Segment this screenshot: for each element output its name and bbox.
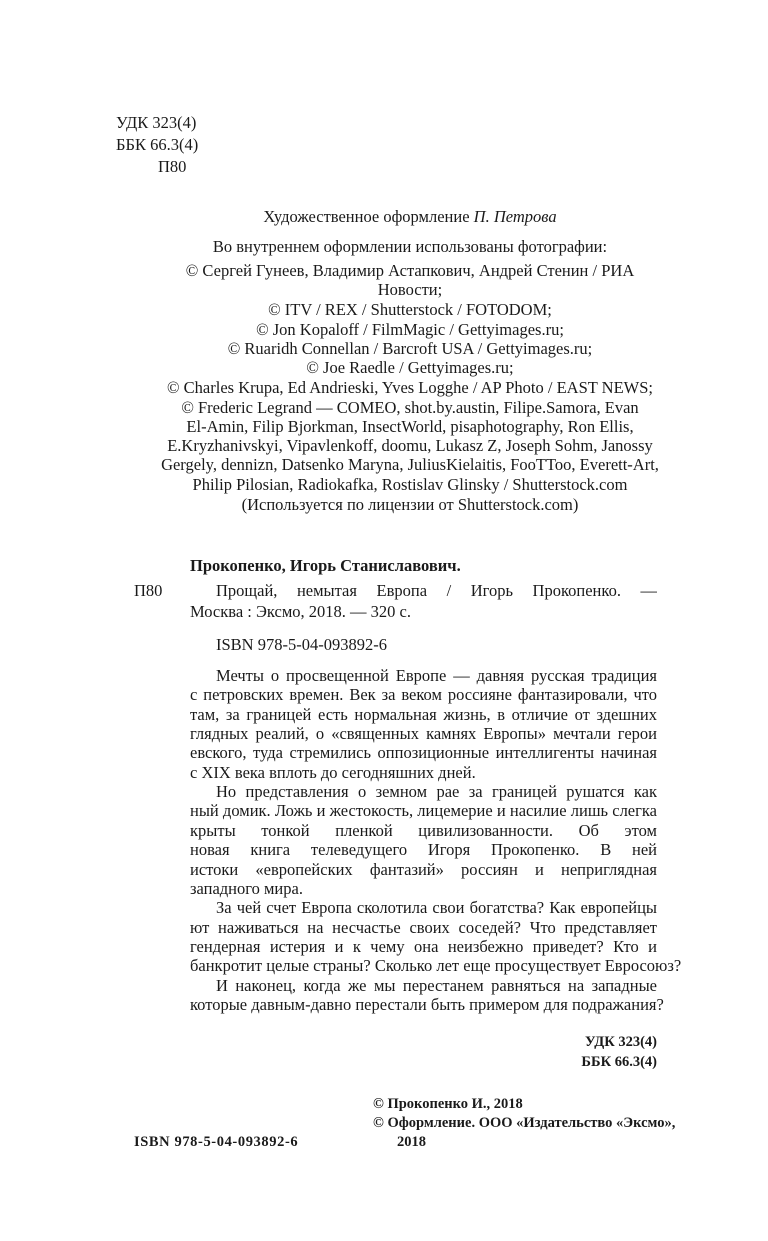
annotation-line: банкротит целые страны? Сколько лет еще просуществует Евросоюз? [190,956,682,976]
catalog-isbn: ISBN 978-5-04-093892-6 [216,635,387,654]
annotation-line: истоки «европейских фантазий» россиян и неприглядная [190,859,657,879]
catalog-title: Прощай, немытая Европа / Игорь Прокопенко. — [216,581,657,600]
annotation-line: западного мира. [190,878,303,898]
catalog-imprint: Москва : Эксмо, 2018. — 320 с. [190,602,411,621]
photo-credit-line: (Используется по лицензии от Shutterstock.com) [241,495,579,514]
annotation-line: там, за границей есть нормальная жизнь, в отличие от здешних [190,704,657,724]
photo-credit-line: Gergely, dennizn, Datsenko Maryna, JuliusKielaitis, FooTToo, Everett-Art, [161,455,659,474]
annotation-line: ный домик. Ложь и жестокость, лицемерие и насилие лишь слегка [190,801,657,821]
photo-credit-line: © Joe Raedle / Gettyimages.ru; [306,358,514,377]
photo-credit-line: © Frederic Legrand — COMEO, shot.by.austin, Filipe.Samora, Evan [181,398,639,417]
design-credit [150,207,670,227]
photo-credit-line: © ITV / REX / Shutterstock / FOTODOM; [268,300,552,319]
annotation-line: ют наживаться на несчастье своих соседей? Что представляет [190,917,657,937]
annotation-line: Мечты о просвещенной Европе — давняя русская традиция [216,666,657,685]
photo-credit-line: El-Amin, Filip Bjorkman, InsectWorld, pisaphotography, Ron Ellis, [186,417,634,436]
annotation-line: новая книга телеведущего Игоря Прокопенко. В ней [190,840,657,860]
annotation-line: крыты тонкой пленкой цивилизованности. Об этом [190,820,657,840]
footer-udk: УДК 323(4) [585,1034,657,1050]
annotation-line: с XIX века вплоть до сегодняшних дней. [190,762,476,782]
udk-code: УДК 323(4) [116,113,197,132]
annotation-line: Но представления о земном рае за границей рушатся как [216,782,657,802]
photo-credit-line: © Ruaridh Connellan / Barcroft USA / Gettyimages.ru; [227,339,593,358]
photo-credit-line: Philip Pilosian, Radiokafka, Rostislav Glinsky / Shutterstock.com [192,475,628,494]
annotation-line: евского, туда стремились оппозиционные интеллигенты начиная [190,743,657,763]
footer-bbk: ББК 66.3(4) [581,1054,657,1070]
annotation-line: которые давным-давно перестали быть примером для подражания? [190,994,664,1014]
annotation-line: И наконец, когда же мы перестанем равняться на западные [216,975,657,995]
annotation-line: глядных реалий, о «священных камнях Европы» мечтали герои [190,724,657,744]
copyright-design: © Оформление. ООО «Издательство «Эксмо», [373,1115,676,1131]
annotation-line: гендерная истерия и к чему она неизбежно приведет? Кто и [190,936,657,956]
design-credit-name: П. Петрова [473,207,557,226]
photo-credit-line: © Jon Kopaloff / FilmMagic / Gettyimages.ru; [256,320,564,339]
copyright-author: © Прокопенко И., 2018 [373,1096,523,1112]
bbk-code: ББК 66.3(4) [116,135,199,154]
photo-credit-line: © Сергей Гунеев, Владимир Астапкович, Андрей Стенин / РИА [185,261,635,280]
author-mark: П80 [158,157,187,176]
annotation-line: с петровских времен. Век за веком россияне фантазировали, что [190,685,657,705]
design-credit-label: Художественное оформление [263,207,470,226]
catalog-author: Прокопенко, Игорь Станиславович. [190,556,461,575]
catalog-mark: П80 [134,581,163,600]
copyright-year: 2018 [397,1134,426,1150]
photo-credit-line: Новости; [377,280,443,299]
photo-credit-line: E.Kryzhanivskyi, Vipavlenkoff, doomu, Lukasz Z, Joseph Sohm, Janossy [167,436,653,455]
annotation-line: За чей счет Европа сколотила свои богатства? Как европейцы [216,898,657,918]
footer-isbn: ISBN 978-5-04-093892-6 [134,1134,299,1150]
photo-credit-line: © Charles Krupa, Ed Andrieski, Yves Logghe / AP Photo / EAST NEWS; [167,378,653,397]
photo-credit-line: Во внутреннем оформлении использованы фотографии: [212,237,608,256]
